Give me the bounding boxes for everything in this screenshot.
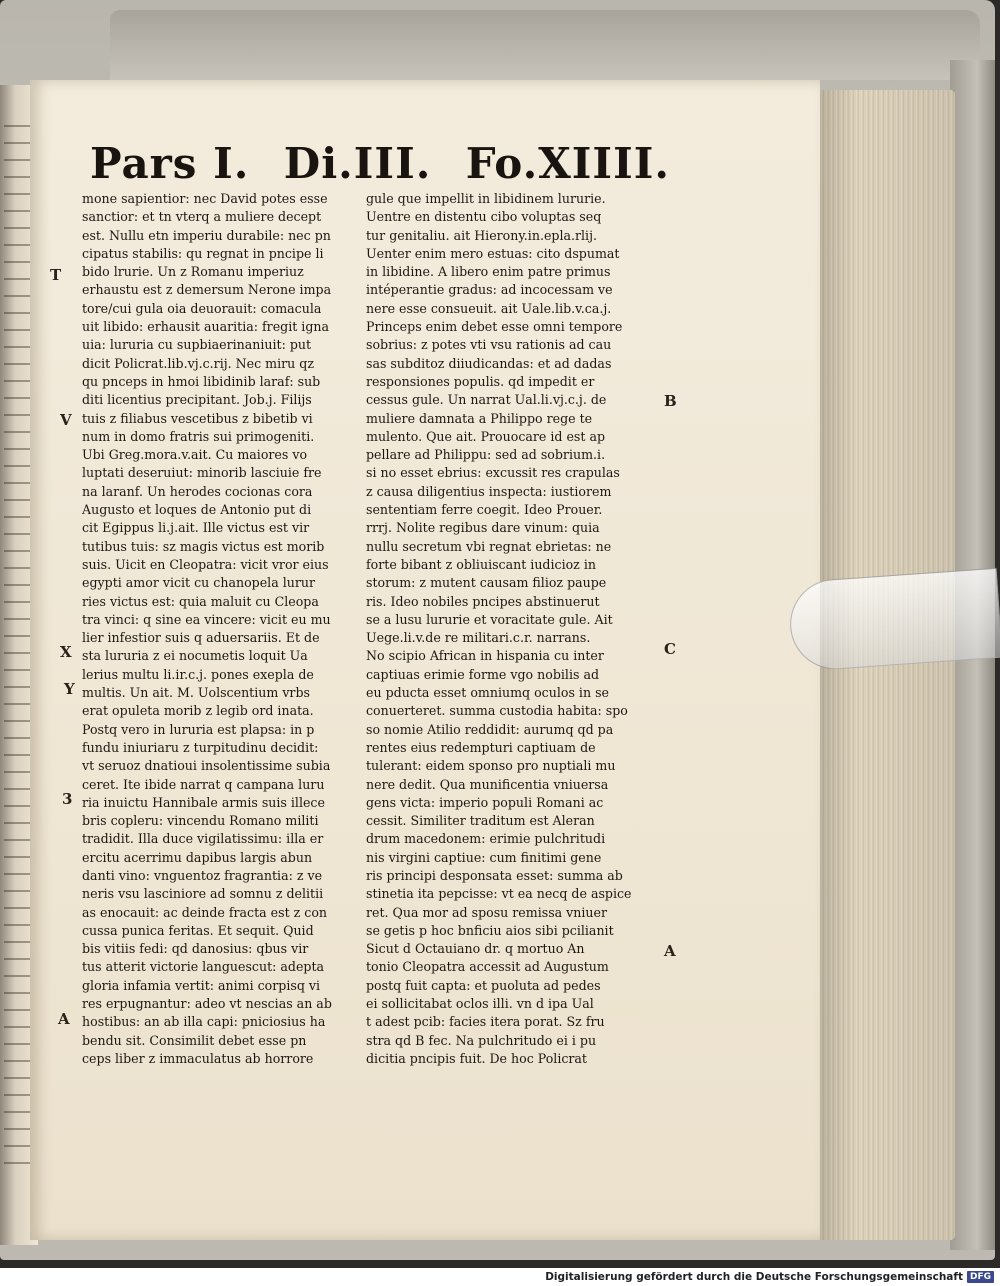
text-line: dicitia pncipis fuit. De hoc Policrat: [366, 1050, 587, 1066]
text-line: pellare ad Philippu: sed ad sobrium.i.: [366, 447, 606, 463]
text-line: sanctior: et tn vterq a muliere decept: [82, 209, 322, 225]
text-line: suis. Uicit en Cleopatra: vicit vror eius: [82, 556, 329, 572]
cover-top-edge: [110, 10, 980, 80]
text-line: lerius multu li.ir.c.j. pones exepla de: [82, 666, 314, 682]
text-line: se a lusu lururie et voracitate gule. Ait: [366, 611, 613, 627]
text-line: Postq vero in lururia est plapsa: in p: [82, 721, 315, 737]
text-line: egypti amor vicit cu chanopela lurur: [82, 575, 316, 591]
text-line: bido lrurie. Un z Romanu imperiuz: [82, 264, 304, 280]
text-line: uia: lururia cu supbiaerinaniuit: put: [82, 337, 312, 353]
text-line: intéperantie gradus: ad incocessam ve: [366, 282, 613, 298]
text-line: ris. Ideo nobiles pncipes abstinuerut: [366, 593, 600, 609]
text-line: na laranf. Un herodes cocionas cora: [82, 483, 313, 499]
text-line: drum macedonem: erimie pulchritudi: [366, 831, 606, 847]
text-line: as enocauit: ac deinde fracta est z con: [82, 904, 328, 920]
text-line: Augusto et loques de Antonio put di: [82, 502, 312, 518]
text-line: in libidine. A libero enim patre primus: [366, 264, 611, 280]
text-line: multis. Un ait. M. Uolscentium vrbs: [82, 685, 310, 701]
text-line: ei sollicitabat oclos illi. vn d ipa Ual: [366, 996, 594, 1012]
text-line: hostibus: an ab illa capi: pniciosius ha: [82, 1014, 326, 1030]
text-line: Princeps enim debet esse omni tempore: [366, 319, 623, 335]
text-line: res erpugnantur: adeo vt nescias an ab: [82, 996, 332, 1012]
text-line: Sicut d Octauiano dr. q mortuo An: [366, 941, 585, 957]
margin-letter-z: 3: [62, 790, 73, 808]
text-line: ries victus est: quia maluit cu Cleopa: [82, 593, 319, 609]
text-line: ercitu acerrimu dapibus largis abun: [82, 849, 313, 865]
text-line: si no esset ebrius: excussit res crapulas: [366, 465, 620, 481]
text-line: No scipio African in hispania cu inter: [366, 648, 604, 664]
text-line: cessus gule. Un narrat Ual.li.vj.c.j. de: [366, 392, 607, 408]
margin-letter-v: V: [60, 411, 72, 429]
text-line: uit libido: erhausit auaritia: fregit igna: [82, 319, 330, 335]
text-line: mone sapientior: nec David potes esse: [82, 191, 328, 206]
text-line: captiuas erimie forme vgo nobilis ad: [366, 666, 600, 682]
text-line: erhaustu est z demersum Nerone impa: [82, 282, 332, 298]
text-line: ret. Qua mor ad sposu remissa vniuer: [366, 904, 608, 920]
text-line: Uentre en distentu cibo voluptas seq: [366, 209, 602, 225]
text-line: stinetia ita pepcisse: vt ea necq de aspice: [366, 886, 632, 902]
text-column-left: [82, 190, 364, 1068]
margin-letter-y: Y: [64, 680, 75, 698]
text-line: cussa punica feritas. Et sequit. Quid: [82, 922, 314, 938]
text-line: tra vinci: q sine ea vincere: vicit eu mu: [82, 611, 331, 627]
text-line: nere dedit. Qua munificentia vniuersa: [366, 776, 609, 792]
margin-letter-x: X: [60, 643, 72, 661]
text-line: nere esse consueuit. ait Uale.lib.v.ca.j.: [366, 300, 612, 316]
text-line: t adest pcib: facies itera porat. Sz fru: [366, 1014, 605, 1030]
text-line: rentes eius redempturi captiuam de: [366, 739, 596, 755]
header-folio: Fo.XIIII.: [465, 139, 670, 188]
text-line: nis virgini captiue: cum finitimi gene: [366, 849, 602, 865]
text-line: sententiam ferre coegit. Ideo Prouer.: [366, 502, 603, 518]
text-line: ria inuictu Hannibale armis suis illece: [82, 794, 325, 810]
text-line: sobrius: z potes vti vsu rationis ad cau: [366, 337, 612, 353]
text-line: sas subditoz diiudicandas: et ad dadas: [366, 355, 612, 371]
dfg-logo: DFG: [967, 1271, 994, 1283]
text-line: gloria infamia vertit: animi corpisq vi: [82, 977, 321, 993]
margin-letter-a-right: A: [664, 942, 676, 960]
running-header: [90, 132, 670, 188]
text-line: bris copleru: vincendu Romano militi: [82, 813, 319, 829]
text-line: gule que impellit in libidinem lururie.: [366, 191, 606, 206]
text-line: tore/cui gula oia deuorauit: comacula: [82, 300, 322, 316]
footer-bar: [0, 1268, 1000, 1286]
text-line: ceps liber z immaculatus ab horrore: [82, 1050, 314, 1066]
text-line: eu pducta esset omniumq oculos in se: [366, 685, 609, 701]
text-line: conuerteret. summa custodia habita: spo: [366, 703, 628, 719]
page-clip-bookmark: [787, 568, 1000, 672]
text-line: so nomie Atilio reddidit: aurumq qd pa: [366, 721, 614, 737]
text-line: lier infestior suis q aduersariis. Et de: [82, 630, 320, 646]
text-line: tonio Cleopatra accessit ad Augustum: [366, 959, 609, 975]
text-line: z causa diligentius inspecta: iustiorem: [366, 483, 612, 499]
text-line: bendu sit. Consimilit debet esse pn: [82, 1032, 307, 1048]
text-line: storum: z mutent causam filioz paupe: [366, 575, 607, 591]
text-line: fundu iniuriaru z turpitudinu decidit:: [82, 739, 319, 755]
text-line: ceret. Ite ibide narrat q campana luru: [82, 776, 325, 792]
text-line: mulento. Que ait. Prouocare id est ap: [366, 428, 606, 444]
text-line: forte bibant z obliuiscant iudicioz in: [366, 556, 596, 572]
text-line: est. Nullu etn imperiu durabile: nec pn: [82, 227, 331, 243]
text-line: Uenter enim mero estuas: cito dspumat: [366, 245, 620, 261]
text-line: sta lururia z ei nocumetis loquit Ua: [82, 648, 308, 664]
header-part: Pars I.: [90, 139, 250, 188]
text-line: vt seruoz dnatioui insolentissime subia: [82, 758, 331, 774]
margin-letter-b: B: [664, 392, 677, 410]
text-line: dicit Policrat.lib.vj.c.rij. Nec miru qz: [82, 355, 314, 371]
text-line: tus atterit victorie languescut: adepta: [82, 959, 325, 975]
text-line: responsiones populis. qd impedit er: [366, 373, 595, 389]
text-line: cipatus stabilis: qu regnat in pncipe li: [82, 245, 324, 261]
header-distinction: Di.III.: [283, 139, 432, 188]
funding-credit: Digitalisierung gefördert durch die Deutsche Forschungsgemeinschaft: [545, 1271, 963, 1283]
text-line: qu pnceps in hmoi libidinib laraf: sub: [82, 373, 321, 389]
text-line: bis vitiis fedi: qd danosius: qbus vir: [82, 941, 309, 957]
text-line: muliere damnata a Philippo rege te: [366, 410, 593, 426]
text-line: se getis p hoc bnficiu aios sibi pcilianit: [366, 922, 614, 938]
text-line: tur genitaliu. ait Hierony.in.epla.rlij.: [366, 227, 597, 243]
text-column-right: [366, 190, 648, 1068]
margin-letter-t: T: [50, 266, 62, 284]
text-line: cessit. Similiter traditum est Aleran: [366, 813, 595, 829]
text-line: nullu secretum vbi regnat ebrietas: ne: [366, 538, 612, 554]
text-line: Ubi Greg.mora.v.ait. Cu maiores vo: [82, 447, 308, 463]
text-line: num in domo fratris sui primogeniti.: [82, 428, 315, 444]
text-line: stra qd B fec. Na pulchritudo ei i pu: [366, 1032, 597, 1048]
margin-letter-a-left: A: [58, 1010, 70, 1028]
text-line: danti vino: vnguentoz fragrantia: z ve: [82, 867, 323, 883]
text-line: postq fuit capta: et puoluta ad pedes: [366, 977, 601, 993]
text-line: tuis z filiabus vescetibus z bibetib vi: [82, 410, 313, 426]
text-line: cit Egippus li.j.ait. Ille victus est vir: [82, 520, 310, 536]
text-line: neris vsu lasciniore ad somnu z delitii: [82, 886, 324, 902]
text-line: gens victa: imperio populi Romani ac: [366, 794, 604, 810]
text-line: Uege.li.v.de re militari.c.r. narrans.: [366, 630, 591, 646]
text-line: tulerant: eidem sponso pro nuptiali mu: [366, 758, 616, 774]
text-line: ris principi desponsata esset: summa ab: [366, 867, 623, 883]
text-line: erat opuleta morib z legib ord inata.: [82, 703, 314, 719]
text-line: tradidit. Illa duce vigilatissimu: illa er: [82, 831, 324, 847]
margin-letter-c: C: [664, 640, 676, 658]
text-line: tutibus tuis: sz magis victus est morib: [82, 538, 325, 554]
text-line: diti licentius precipitant. Job.j. Filijs: [82, 392, 312, 408]
text-line: luptati deseruiut: minorib lasciuie fre: [82, 465, 322, 481]
text-line: rrrj. Nolite regibus dare vinum: quia: [366, 520, 600, 536]
